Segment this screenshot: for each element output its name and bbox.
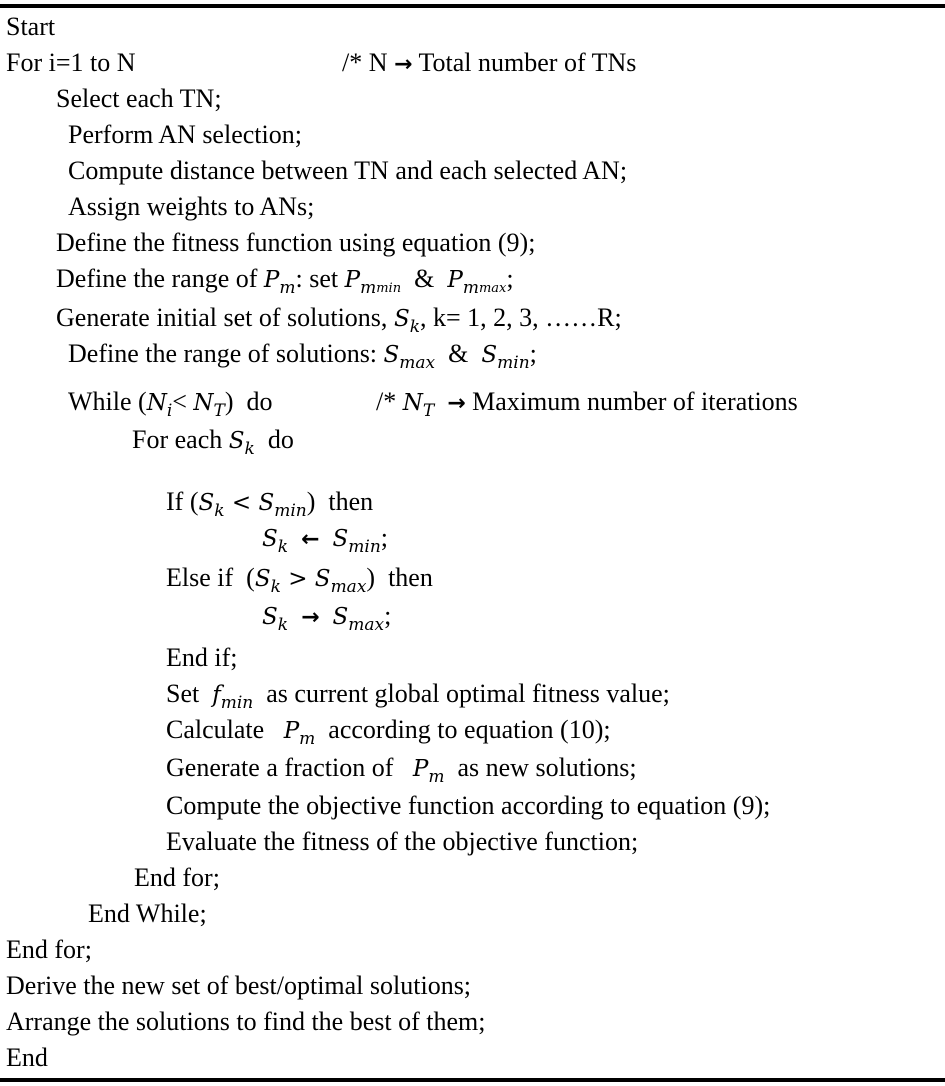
line-end-for-inner: End for; [134, 863, 220, 892]
line-range-pm: Define the range of $P_m$: set $P_m\min$ & $P_m\max$; [56, 264, 514, 298]
line-set-fmin: Set $f_{min}$ as current global optimal fitness value; [166, 679, 670, 713]
line-for-i: For i=1 to N [6, 48, 136, 77]
line-range-solutions: Define the range of solutions: $S_{max}$ & $S_{min}$; [68, 339, 537, 373]
line-calculate-pm: Calculate $P_m$ according to equation (10); [166, 715, 611, 749]
line-if-sk-lt-smin: If $(S_k < S_{min})$ then [166, 487, 374, 521]
comment-max-iterations: /* $N_T$ → Maximum number of iterations [376, 387, 798, 421]
line-compute-objective: Compute the objective function according to equation (9); [166, 791, 771, 820]
line-evaluate-fitness: Evaluate the fitness of the objective function; [166, 827, 639, 856]
line-select-tn: Select each TN; [56, 84, 222, 113]
line-else-if-sk-gt-smax: Else if $(S_k > S_{max})$ then [166, 563, 433, 597]
line-end-for-outer: End for; [6, 935, 92, 964]
bottom-rule [0, 1078, 945, 1082]
line-sk-to-smax: $S_k \to S_{max}$; [262, 601, 392, 635]
line-sk-assign-smin: $S_k$ ← $S_{min}$; [262, 523, 389, 557]
line-for-each-sk: For each $S_k$ do [132, 425, 294, 459]
line-end-while: End While; [88, 899, 207, 928]
comment-total-tns: /* N → Total number of TNs [342, 48, 637, 77]
arrow-left-icon: ← [301, 527, 320, 552]
line-arrange: Arrange the solutions to find the best of them; [6, 1007, 486, 1036]
line-while: While $(N_i< N_T)$ do [68, 387, 273, 421]
line-derive: Derive the new set of best/optimal solutions; [6, 971, 472, 1000]
arrow-right-icon: → [447, 391, 466, 416]
line-end: End [6, 1043, 48, 1072]
line-start: Start [6, 12, 56, 41]
arrow-right-icon: → [394, 52, 413, 77]
arrow-right-icon: → [301, 605, 320, 630]
line-generate-fraction: Generate a fraction of $P_m$ as new solutions; [166, 753, 637, 787]
line-generate-initial: Generate initial set of solutions, $S_k$, k= 1, 2, 3, ……R; [56, 303, 622, 337]
line-end-if: End if; [166, 643, 238, 672]
line-compute-distance: Compute distance between TN and each selected AN; [68, 156, 628, 185]
top-rule [0, 4, 945, 8]
line-perform-an: Perform AN selection; [68, 120, 302, 149]
line-define-fitness: Define the fitness function using equation (9); [56, 228, 536, 257]
line-assign-weights: Assign weights to ANs; [68, 192, 315, 221]
